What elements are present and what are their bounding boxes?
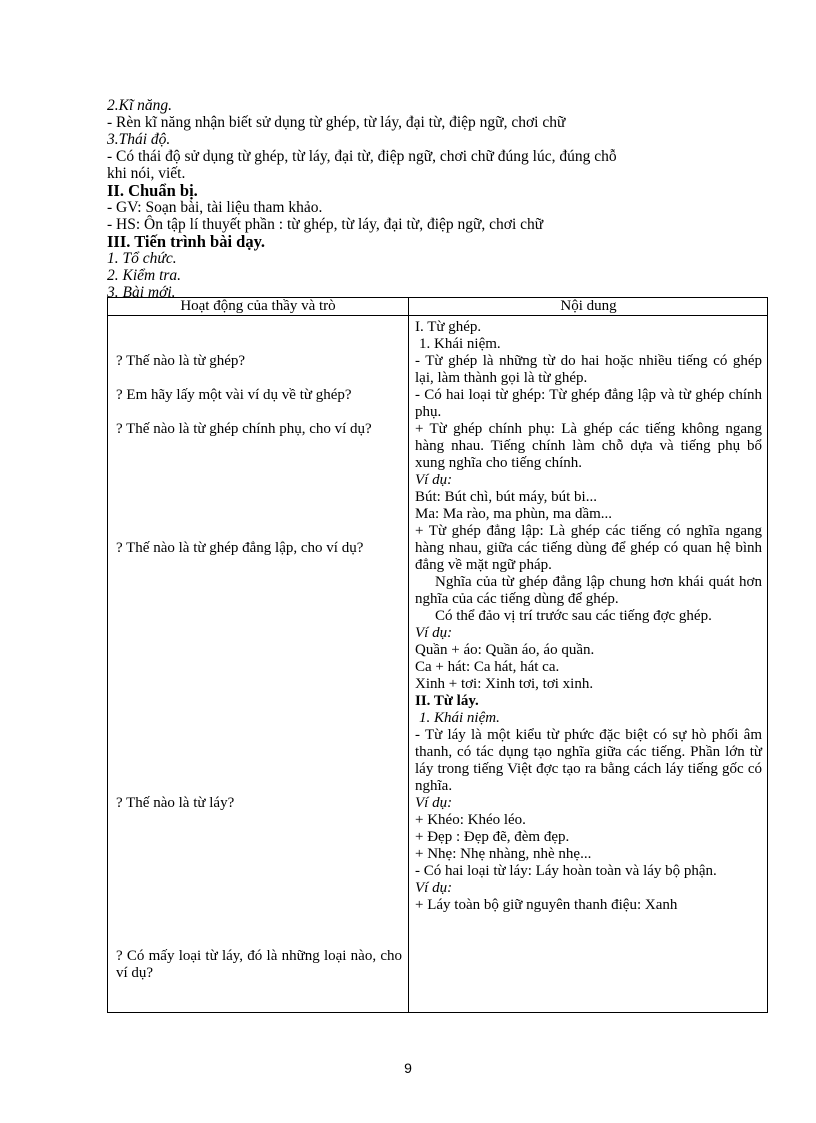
content-subheading: 1. Khái niệm. xyxy=(419,710,500,726)
content-line: + Đẹp : Đẹp đẽ, đèm đẹp. xyxy=(415,829,570,845)
content-line: - Từ ghép là những từ do hai hoặc nhiều tiếng có ghép lại, làm thành gọi là từ ghép. xyxy=(415,353,762,386)
question-reduplicative-types: ? Có mấy loại từ láy, đó là những loại nào, cho ví dụ? xyxy=(116,948,402,981)
content-line: Nghĩa của từ ghép đẳng lập chung hơn khái quát hơn nghĩa của các tiếng dùng để ghép. xyxy=(415,574,762,607)
prep-student: - HS: Ôn tập lí thuyết phần : từ ghép, từ láy, đại từ, điệp ngữ, chơi chữ xyxy=(107,216,544,233)
content-line: - Có hai loại từ láy: Láy hoàn toàn và láy bộ phận. xyxy=(415,863,717,879)
content-line: Có thể đảo vị trí trước sau các tiếng đợc ghép. xyxy=(435,608,712,624)
question-subordinate-compound: ? Thế nào là từ ghép chính phụ, cho ví dụ? xyxy=(116,421,372,437)
content-example-label: Ví dụ: xyxy=(415,472,453,488)
step-check: 2. Kiểm tra. xyxy=(107,267,182,284)
lesson-table xyxy=(107,297,768,1013)
content-line: Bút: Bút chì, bút máy, bút bi... xyxy=(415,489,597,505)
heading-preparation: II. Chuẩn bị. xyxy=(107,181,198,200)
question-coordinate-compound: ? Thế nào là từ ghép đẳng lập, cho ví dụ? xyxy=(116,540,364,556)
content-line: - Từ láy là một kiểu từ phức đặc biệt có sự hò phối âm thanh, có tác dụng tạo nghĩa giữa các tiếng. Phần lớn từ láy trong tiếng Việt đợc tạo ra bằng cách láy tiếng gốc có nghĩa. xyxy=(415,727,762,794)
page-number: 9 xyxy=(404,1060,412,1076)
content-line: + Từ ghép đẳng lập: Là ghép các tiếng có nghĩa ngang hàng nhau, giữa các tiếng dùng để ghép có quan hệ bình đẳng về mặt ngữ pháp. xyxy=(415,523,762,573)
content-example-label: Ví dụ: xyxy=(415,625,453,641)
content-line: Ca + hát: Ca hát, hát ca. xyxy=(415,659,560,675)
section-heading-skills: 2.Kĩ năng. xyxy=(107,97,173,114)
attitude-text: - Có thái độ sử dụng từ ghép, từ láy, đại từ, điệp ngữ, chơi chữ đúng lúc, đúng chỗ xyxy=(107,148,617,165)
attitude-text-cont: khi nói, viết. xyxy=(107,165,186,182)
content-line: Xinh + tơi: Xinh tơi, tơi xinh. xyxy=(415,676,594,692)
content-subheading: 1. Khái niệm. xyxy=(419,336,501,352)
prep-teacher: - GV: Soạn bài, tài liệu tham khảo. xyxy=(107,199,323,216)
question-compound-examples: ? Em hãy lấy một vài ví dụ về từ ghép? xyxy=(116,387,352,403)
heading-procedure: III. Tiến trình bài dạy. xyxy=(107,232,266,251)
table-header-content: Nội dung xyxy=(560,298,617,314)
intro-section xyxy=(107,97,772,301)
question-compound-word: ? Thế nào là từ ghép? xyxy=(116,353,246,369)
skills-text: - Rèn kĩ năng nhận biết sử dụng từ ghép, từ láy, đại từ, điệp ngữ, chơi chữ xyxy=(107,114,566,131)
content-line: + Khéo: Khéo léo. xyxy=(415,812,526,828)
table-header-divider xyxy=(108,315,767,316)
content-line: + Từ ghép chính phụ: Là ghép các tiếng không ngang hàng nhau. Tiếng chính làm chỗ dựa và tiếng phụ bổ xung nghĩa cho tiếng chính. xyxy=(415,421,762,471)
content-column xyxy=(409,319,768,914)
content-line: + Nhẹ: Nhẹ nhàng, nhè nhẹ... xyxy=(415,846,592,862)
content-line: Ma: Ma rào, ma phùn, ma dầm... xyxy=(415,506,613,522)
content-example-label: Ví dụ: xyxy=(415,795,453,811)
content-example-label: Ví dụ: xyxy=(415,880,453,896)
question-reduplicative-word: ? Thế nào là từ láy? xyxy=(116,795,235,811)
content-heading-compound: I. Từ ghép. xyxy=(415,319,482,335)
table-header-activities: Hoạt động của thầy và trò xyxy=(180,298,336,314)
step-new-lesson: 3. Bài mới. xyxy=(107,284,176,301)
content-line: - Có hai loại từ ghép: Từ ghép đẳng lập và từ ghép chính phụ. xyxy=(415,387,762,420)
step-organize: 1. Tổ chức. xyxy=(107,250,177,267)
section-heading-attitude: 3.Thái độ. xyxy=(107,131,171,148)
content-line: + Láy toàn bộ giữ nguyên thanh điệu: Xanh xyxy=(415,897,678,913)
content-heading-reduplicative: II. Từ láy. xyxy=(415,693,479,709)
content-line: Quần + áo: Quần áo, áo quần. xyxy=(415,642,595,658)
